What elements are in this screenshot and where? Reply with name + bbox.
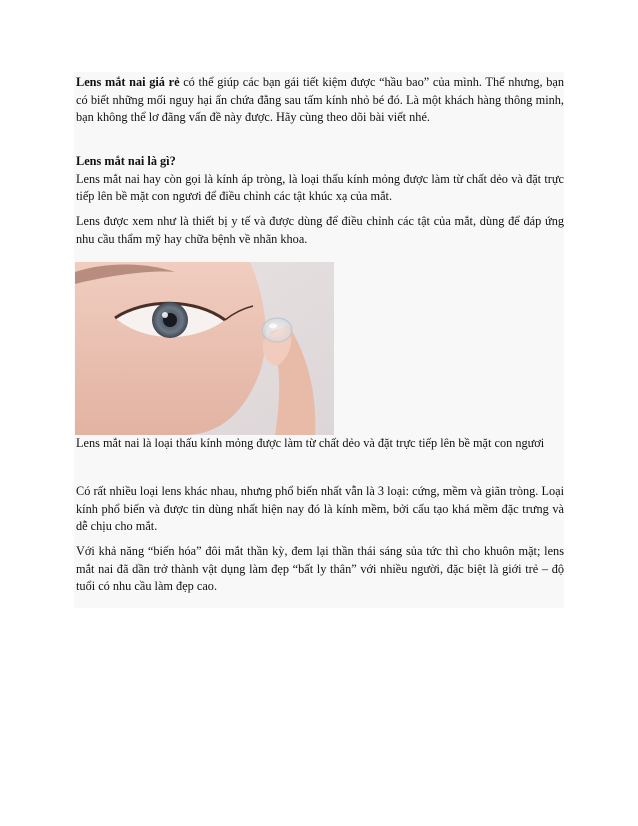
intro-lead-bold[interactable]: Lens mắt nai giá rẻ: [76, 75, 180, 89]
intro-text: có thể giúp các bạn gái tiết kiệm được “hầu bao” của mình. Thế nhưng, bạn có biết những mối nguy hại ẩn chứa đằng sau tấm kính nhỏ bé đó. Là một khách hàng thông minh, bạn không thể lơ đãng vấn đề này được. Hãy cùng theo dõi bài viết nhé.: [76, 75, 564, 125]
beauty-paragraph: Với khả năng “biến hóa” đôi mắt thần kỳ, đem lại thần thái sáng sủa tức thì cho khuôn mặt; lens mắt nai đã dần trở thành vật dụng làm đẹp “bất ly thân” với nhiều người, đặc biệt là giới trẻ – độ tuổi có nhu cầu làm đẹp cao.: [76, 544, 564, 594]
lens-types-paragraph: Có rất nhiều loại lens khác nhau, nhưng phổ biến nhất vẫn là 3 loại: cứng, mềm và giãn tròng. Loại kính phổ biến và được tin dùng nhất hiện nay đó là kính mềm, bởi cấu tạo khá mềm đặc trưng và dễ chịu cho mắt.: [76, 484, 564, 534]
definition-text: Lens mắt nai hay còn gọi là kính áp tròng, là loại thấu kính mỏng được làm từ chất dẻo và đặt trực tiếp lên bề mặt con ngươi để điều chỉnh các tật khúc xạ của mắt.: [76, 171, 564, 204]
section-heading: Lens mắt nai là gì?: [76, 154, 176, 168]
eye-contact-lens-photo: [75, 262, 334, 435]
intro-paragraph: [76, 74, 564, 127]
photo-caption: Lens mắt nai là loại thấu kính mỏng được làm từ chất dẻo và đặt trực tiếp lên bề mặt con ngươi: [76, 436, 545, 450]
article-content: [74, 72, 564, 608]
definition-paragraph: [76, 153, 564, 206]
medical-device-paragraph: Lens được xem như là thiết bị y tế và được dùng để điều chỉnh các tật của mắt, dùng để đáp ứng nhu cầu thẩm mỹ hay chữa bệnh về nhãn khoa.: [76, 214, 564, 246]
